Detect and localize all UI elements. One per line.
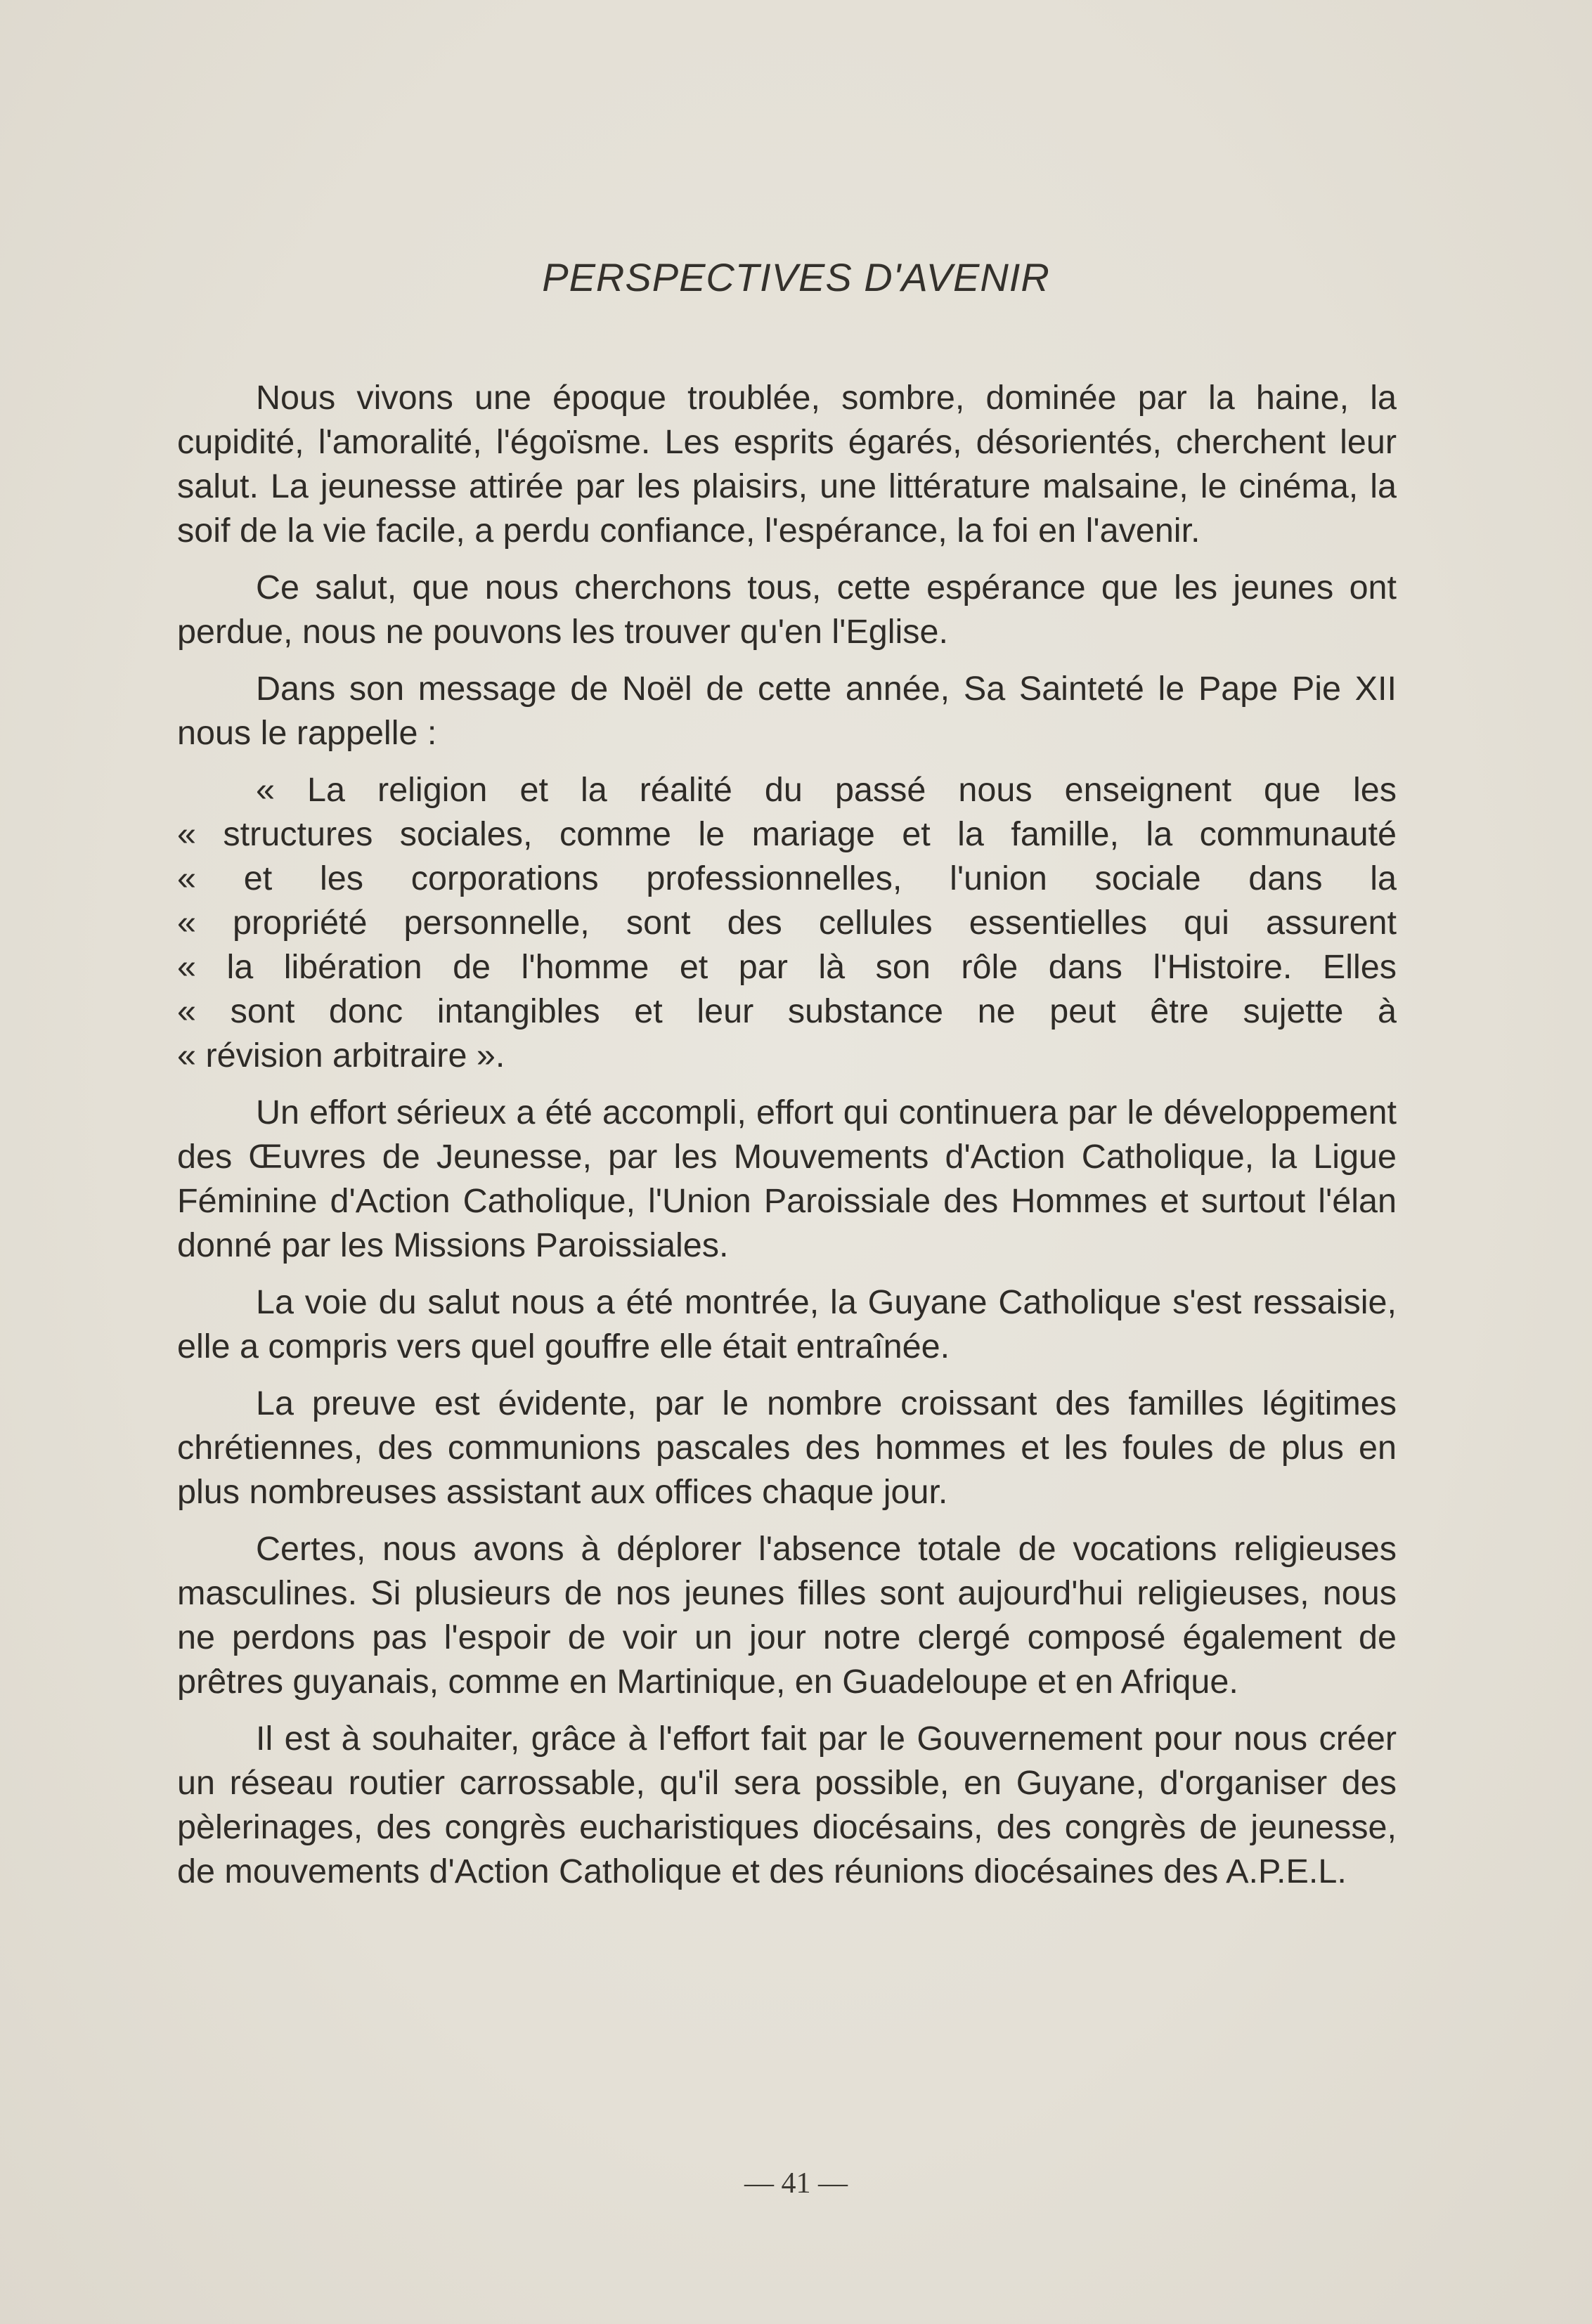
quote-line: « propriété personnelle, sont des cellules essentielles qui assurent	[177, 904, 1397, 942]
paragraph-8: Il est à souhaiter, grâce à l'effort fait par le Gouvernement pour nous créer un réseau routier carrossable, qu'il sera possible, en Guyane, d'organiser des pèlerinages, des congrès eucharistiques diocésains, des congrès de jeunesse, de mouvements d'Action Catholique et des réunions diocésaines des A.P.E.L.	[177, 1720, 1397, 1890]
paragraph-1: Nous vivons une époque troublée, sombre, dominée par la haine, la cupidité, l'amoralité, l'égoïsme. Les esprits égarés, désorientés, cherchent leur salut. La jeunesse attirée par les plaisirs, une littérature malsaine, le cinéma, la soif de la vie facile, a perdu confiance, l'espérance, la foi en l'avenir.	[177, 379, 1397, 550]
paragraph-4: Un effort sérieux a été accompli, effort qui continuera par le développement des Œuvres de Jeunesse, par les Mouvements d'Action Catholique, la Ligue Féminine d'Action Catholique, l'Union Paroissiale des Hommes et surtout l'élan donné par les Missions Paroissiales.	[177, 1093, 1397, 1264]
paragraph-2: Ce salut, que nous cherchons tous, cette espérance que les jeunes ont perdue, nous ne pouvons les trouver qu'en l'Eglise.	[177, 569, 1397, 651]
quote-line: « La religion et la réalité du passé nous enseignent que les	[256, 771, 1397, 809]
quote-line: « la libération de l'homme et par là son rôle dans l'Histoire. Elles	[177, 948, 1397, 986]
quote-line: « sont donc intangibles et leur substance ne peut être sujette à	[177, 992, 1397, 1030]
paragraph-3: Dans son message de Noël de cette année, Sa Sainteté le Pape Pie XII nous le rappelle :	[177, 670, 1397, 752]
quote-line: « révision arbitraire ».	[177, 1037, 505, 1075]
page-title: PERSPECTIVES D'AVENIR	[542, 255, 1050, 299]
quote-line: « et les corporations professionnelles, l'union sociale dans la	[177, 859, 1397, 897]
papal-quote	[177, 768, 1397, 1078]
paragraph-7: Certes, nous avons à déplorer l'absence totale de vocations religieuses masculines. Si plusieurs de nos jeunes filles sont aujourd'hui religieuses, nous ne perdons pas l'espoir de voir un jour notre clergé composé également de prêtres guyanais, comme en Martinique, en Guadeloupe et en Afrique.	[177, 1530, 1397, 1701]
page-number: — 41 —	[744, 2167, 848, 2200]
article-body	[177, 376, 1397, 1907]
paragraph-6: La preuve est évidente, par le nombre croissant des familles légitimes chrétiennes, des communions pascales des hommes et les foules de plus en plus nombreuses assistant aux offices chaque jour.	[177, 1384, 1397, 1511]
paragraph-5: La voie du salut nous a été montrée, la Guyane Catholique s'est ressaisie, elle a compris vers quel gouffre elle était entraînée.	[177, 1283, 1397, 1365]
quote-line: « structures sociales, comme le mariage et la famille, la communauté	[177, 815, 1397, 853]
